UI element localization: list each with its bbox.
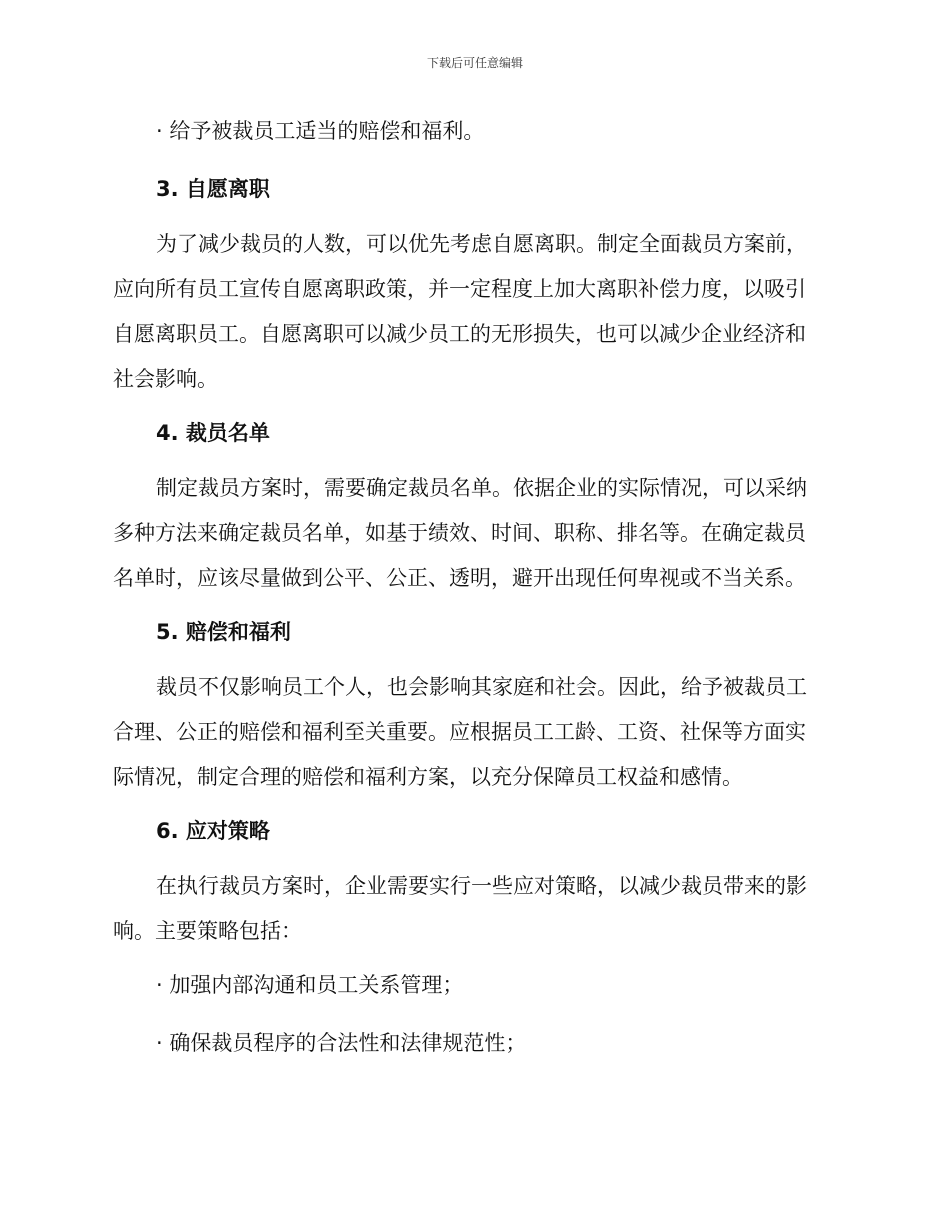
bullet-item: · 确保裁员程序的合法性和法律规范性；: [156, 1031, 527, 1055]
section-heading: 5. 赔偿和福利: [156, 620, 291, 644]
paragraph-line: 名单时，应该尽量做到公平、公正、透明，避开出现任何卑视或不当关系。: [113, 566, 806, 590]
paragraph-line: 为了减少裁员的人数，可以优先考虑自愿离职。制定全面裁员方案前，: [156, 232, 807, 256]
paragraph-line: 社会影响。: [113, 367, 218, 391]
paragraph-line: 合理、公正的赔偿和福利至关重要。应根据员工工龄、工资、社保等方面实: [113, 720, 806, 744]
paragraph: [113, 665, 833, 800]
paragraph: [113, 222, 833, 402]
paragraph-line: 应向所有员工宣传自愿离职政策，并一定程度上加大离职补偿力度，以吸引: [113, 277, 806, 301]
paragraph: [113, 864, 833, 954]
paragraph-line: 际情况，制定合理的赔偿和福利方案，以充分保障员工权益和感情。: [113, 765, 743, 789]
bullet-item: · 加强内部沟通和员工关系管理；: [156, 973, 464, 997]
document-body: [113, 112, 833, 1082]
section-heading: 3. 自愿离职: [156, 177, 270, 201]
paragraph-line: 裁员不仅影响员工个人，也会影响其家庭和社会。因此，给予被裁员工: [156, 675, 807, 699]
paragraph-line: 响。主要策略包括：: [113, 919, 302, 943]
paragraph-line: 自愿离职员工。自愿离职可以减少员工的无形损失，也可以减少企业经济和: [113, 322, 806, 346]
section-heading: 4. 裁员名单: [156, 421, 270, 445]
paragraph-line: 制定裁员方案时，需要确定裁员名单。依据企业的实际情况，可以采纳: [156, 476, 807, 500]
section-heading: 6. 应对策略: [156, 819, 270, 843]
page-header: 下载后可任意编辑: [426, 56, 523, 70]
bullet-item: · 给予被裁员工适当的赔偿和福利。: [156, 119, 485, 143]
paragraph: [113, 466, 833, 601]
paragraph-line: 多种方法来确定裁员名单，如基于绩效、时间、职称、排名等。在确定裁员: [113, 521, 806, 545]
paragraph-line: 在执行裁员方案时，企业需要实行一些应对策略，以减少裁员带来的影: [156, 874, 807, 898]
